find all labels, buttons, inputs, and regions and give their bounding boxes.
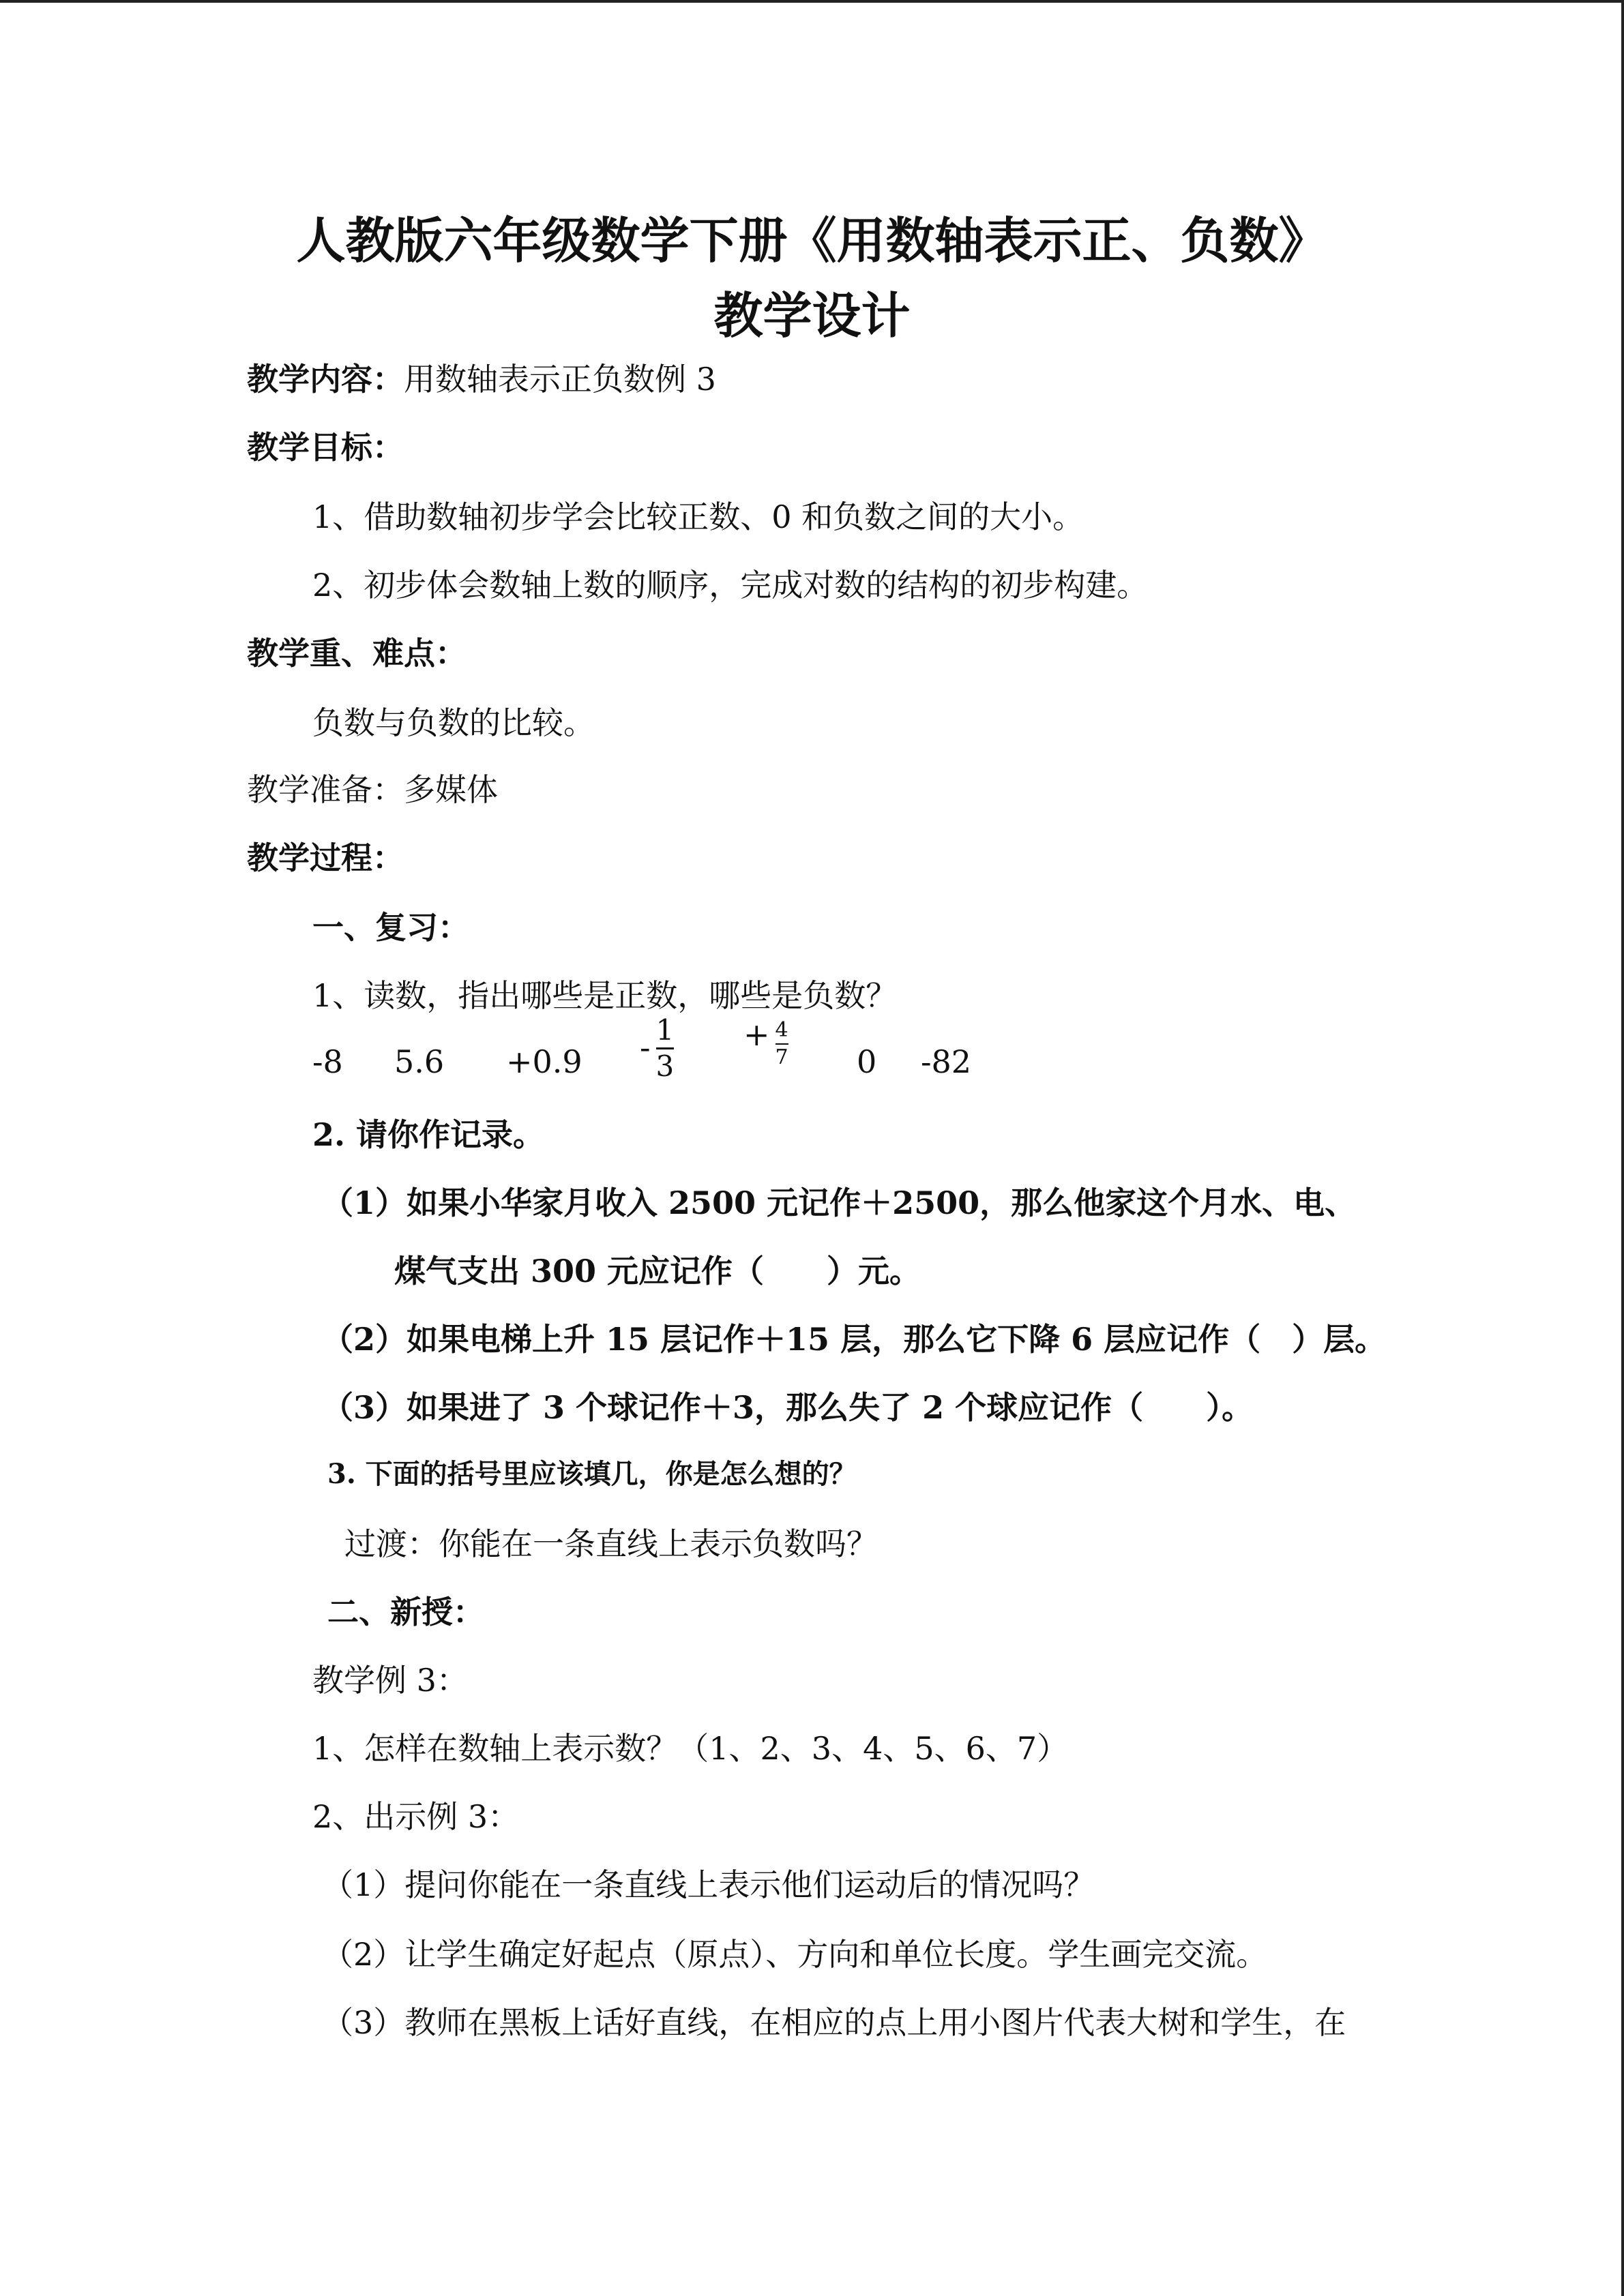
fraction bbox=[655, 1013, 675, 1083]
number-item: 0 bbox=[857, 1043, 877, 1080]
content-row bbox=[247, 355, 716, 400]
number-item: -8 bbox=[312, 1043, 343, 1080]
fraction-sign: + bbox=[743, 1016, 770, 1053]
review-question-1: 1、读数，指出哪些是正数，哪些是负数？ bbox=[312, 977, 898, 1014]
transition-text: 过渡：你能在一条直线上表示负数吗？ bbox=[344, 1525, 878, 1562]
goal-item-1: 1、借助数轴初步学会比较正数、0 和负数之间的大小。 bbox=[312, 498, 1084, 535]
record-item-1: （1）如果小华家月收入 2500 元记作＋2500，那么他家这个月水、电、 bbox=[322, 1184, 1357, 1221]
goals-label: 教学目标： bbox=[247, 429, 404, 466]
new-item-1: 1、怎样在数轴上表示数？（1、2、3、4、5、6、7） bbox=[312, 1730, 1069, 1767]
record-item-1-cont: 煤气支出 300 元应记作（ ）元。 bbox=[394, 1253, 921, 1289]
fraction-item bbox=[640, 1013, 675, 1083]
example-label: 教学例 3： bbox=[312, 1662, 468, 1699]
prep-value: 多媒体 bbox=[404, 771, 498, 808]
fraction-denominator: 7 bbox=[775, 1045, 788, 1069]
review-heading: 一、复习： bbox=[312, 909, 469, 946]
content-label: 教学内容： bbox=[247, 361, 404, 398]
page-top-border bbox=[0, 0, 1624, 3]
new-subitem-2: （2）让学生确定好起点（原点）、方向和单位长度。学生画完交流。 bbox=[322, 1936, 1268, 1973]
fraction-numerator: 1 bbox=[655, 1013, 675, 1047]
review-question-2: 2. 请你作记录。 bbox=[312, 1116, 545, 1153]
record-item-3: （3）如果进了 3 个球记作＋3，那么失了 2 个球应记作（ ）。 bbox=[322, 1389, 1254, 1426]
fraction-numerator: 4 bbox=[775, 1018, 788, 1042]
document-title: 人教版六年级数学下册《用数轴表示正、负数》 bbox=[296, 211, 1328, 269]
new-lesson-heading: 二、新授： bbox=[327, 1594, 484, 1630]
number-item: +0.9 bbox=[506, 1043, 582, 1080]
content-value: 用数轴表示正负数例 3 bbox=[404, 361, 716, 398]
number-list bbox=[0, 1013, 1624, 1091]
number-item: 5.6 bbox=[394, 1043, 445, 1080]
fraction-denominator: 3 bbox=[655, 1049, 675, 1083]
process-label: 教学过程： bbox=[247, 839, 404, 876]
document-subtitle: 教学设计 bbox=[713, 286, 911, 344]
keypoints-text: 负数与负数的比较。 bbox=[312, 704, 595, 741]
fraction-sign: - bbox=[640, 1029, 651, 1066]
goal-item-2: 2、初步体会数轴上数的顺序，完成对数的结构的初步构建。 bbox=[312, 567, 1149, 603]
new-subitem-1: （1）提问你能在一条直线上表示他们运动后的情况吗？ bbox=[322, 1866, 1095, 1903]
prep-row bbox=[247, 765, 498, 810]
fraction bbox=[776, 1020, 788, 1068]
prep-label: 教学准备： bbox=[247, 771, 404, 808]
new-item-2: 2、出示例 3： bbox=[312, 1798, 520, 1835]
new-subitem-3: （3）教师在黑板上话好直线，在相应的点上用小图片代表大树和学生，在 bbox=[322, 2004, 1346, 2041]
fraction-item bbox=[743, 1016, 788, 1068]
number-item: -82 bbox=[921, 1043, 972, 1080]
record-item-2: （2）如果电梯上升 15 层记作＋15 层，那么它下降 6 层应记作（ ）层。 bbox=[322, 1321, 1387, 1358]
keypoints-label: 教学重、难点： bbox=[247, 635, 467, 672]
fraction-bar bbox=[776, 1043, 788, 1045]
review-question-3: 3. 下面的括号里应该填几，你是怎么想的？ bbox=[327, 1458, 857, 1490]
